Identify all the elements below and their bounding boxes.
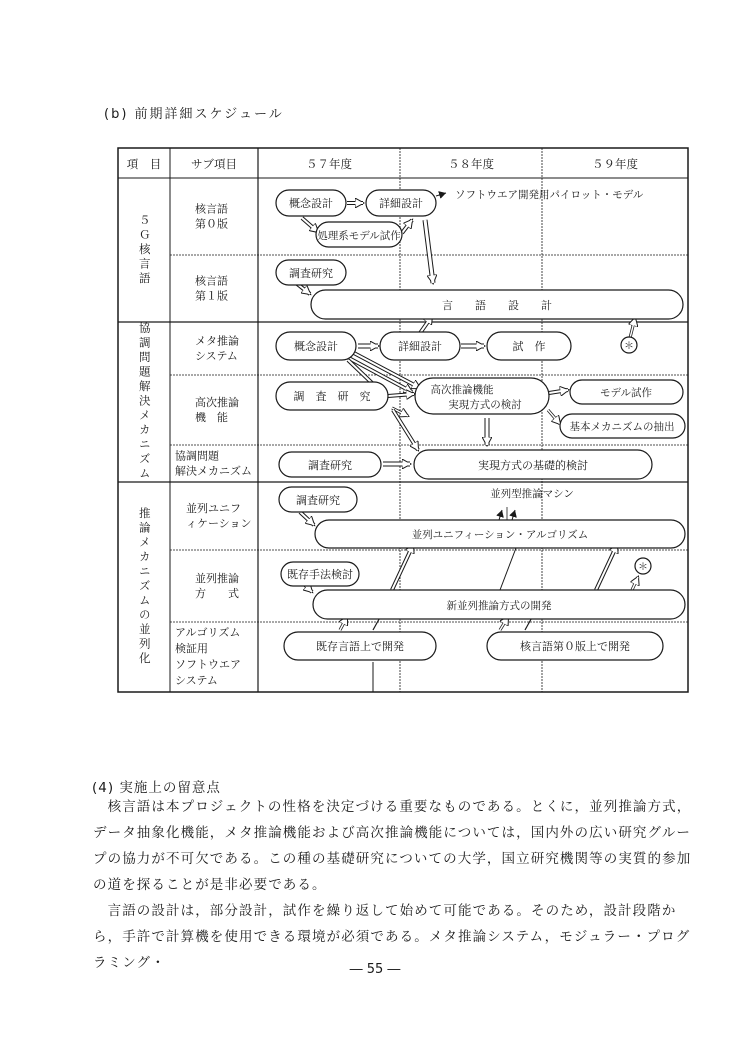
subitem-label-line: 第１版 (195, 289, 228, 303)
group-label-5g-kernel-language (119, 179, 169, 321)
svg-text:実現方式の基礎的検討: 実現方式の基礎的検討 (478, 459, 588, 472)
group-label-parallel-inference-mechanism (119, 483, 169, 691)
task-par-existing-methods (281, 562, 359, 586)
task-alg-kernel-v0 (487, 632, 663, 660)
task-uni-survey (279, 487, 357, 512)
group-label-text: ５Ｇ核言語 (137, 213, 152, 287)
subitem-label-line: 検証用 (175, 642, 208, 655)
section-title: (b) 前期詳細スケジュール (104, 107, 284, 122)
group-label-cooperative-problem-solving (119, 323, 169, 481)
star-marker-meta (621, 337, 637, 353)
svg-text:高次推論機能: 高次推論機能 (430, 384, 494, 396)
pilot-model-label: ソフトウエア開発用パイロット・モデル (455, 189, 644, 201)
subitem-label-line: システム (195, 349, 238, 363)
section-heading: (4) 実施上の留意点 (92, 780, 221, 796)
group-label-text: 協調問題解決メカニズム (137, 322, 152, 482)
svg-text:調査研究: 調査研究 (308, 459, 352, 472)
subitem-label (175, 626, 241, 687)
subitem-label-line: 第０版 (195, 217, 228, 231)
task-coop-survey (279, 452, 381, 477)
subitem-label (186, 501, 252, 530)
task-v0-concept-design (276, 190, 346, 216)
task-uni-algorithm (315, 520, 685, 548)
subitem-label-line: 機 能 (195, 411, 228, 424)
task-hi-implementation-study (415, 378, 549, 414)
page-number: ― 55 ― (349, 962, 401, 977)
svg-text:詳細設計: 詳細設計 (398, 340, 442, 353)
subitem-label-line: 核言語 (195, 274, 228, 288)
subitem-label (195, 202, 228, 231)
subitem-label-line: 協調問題 (175, 449, 219, 463)
svg-text:モデル試作: モデル試作 (600, 387, 652, 399)
svg-text:並列ユニフィーション・アルゴリズム: 並列ユニフィーション・アルゴリズム (411, 529, 589, 541)
svg-text:言 語 設 計: 言 語 設 計 (442, 299, 552, 312)
svg-text:既存言語上で開発: 既存言語上で開発 (316, 640, 404, 653)
subitem-label (175, 449, 252, 478)
subitem-label-line: メタ推論 (195, 334, 239, 348)
task-v0-detail-design (366, 190, 436, 216)
svg-text:核言語第０版上で開発: 核言語第０版上で開発 (520, 640, 630, 653)
header-fy59: ５９年度 (592, 157, 638, 171)
task-v1-language-design (311, 290, 683, 319)
parallel-inference-machine-label: 並列型推論マシン (490, 488, 574, 500)
task-alg-existing-language (284, 632, 436, 660)
task-coop-basic-study (414, 450, 652, 479)
svg-text:詳細設計: 詳細設計 (379, 197, 423, 210)
group-label-text: 推論メカニズムの並列化 (137, 507, 152, 667)
task-v1-survey (276, 260, 346, 285)
task-hi-survey (276, 382, 388, 410)
header-item: 項 目 (126, 157, 162, 171)
subitem-label-line: ィケーション (186, 517, 252, 530)
subitem-label (195, 395, 239, 424)
task-hi-model-prototype (570, 380, 683, 404)
subitem-label-line: 並列推論 (195, 572, 239, 585)
svg-text:＊: ＊ (624, 341, 634, 352)
header-subitem: サブ項目 (191, 157, 237, 171)
header-fy58: ５８年度 (448, 157, 494, 171)
subitem-label-line: 核言語 (195, 202, 228, 216)
subitem-label-line: ソフトウエア (175, 658, 241, 671)
task-v0-processor-model (316, 222, 402, 247)
svg-text:新並列推論方式の開発: 新並列推論方式の開発 (446, 600, 552, 612)
paragraph-1: 核言語は本プロジェクトの性格を決定づける重要なものである。とくに，並列推論方式，データ抽象化機能，メタ推論機能および高次推論機能については，国内外の広い研究グループの協力が不可欠である。この種の基礎研究についての大学，国立研究機関等の実質的参加の道を探ることが是非必要である。 (93, 799, 692, 893)
svg-text:処理系モデル試作: 処理系モデル試作 (317, 230, 401, 242)
subitem-label-line: 方 式 (195, 587, 239, 600)
task-meta-prototype (487, 332, 571, 360)
subitem-label-line: アルゴリズム (175, 626, 241, 639)
svg-text:＊: ＊ (638, 562, 648, 573)
task-hi-extract-mechanism (560, 414, 685, 438)
svg-text:概念設計: 概念設計 (289, 197, 333, 210)
subitem-label (195, 571, 239, 600)
subitem-label (195, 334, 239, 363)
task-meta-concept-design (276, 332, 356, 360)
svg-text:基本メカニズムの抽出: 基本メカニズムの抽出 (569, 421, 675, 433)
svg-text:試 作: 試 作 (512, 340, 546, 353)
svg-text:概念設計: 概念設計 (294, 340, 338, 353)
paragraph-2: 言語の設計は，部分設計，試作を繰り返して始めて可能である。そのため，設計段階から，手許で計算機を使用できる環境が必須である。メタ推論システム，モジュラー・プログラミング・ (93, 903, 691, 971)
svg-text:調査研究: 調査研究 (289, 267, 333, 280)
subitem-label (195, 274, 228, 303)
svg-text:調査研究: 調査研究 (296, 494, 340, 507)
subitem-label-line: システム (175, 674, 218, 687)
svg-text:既存手法検討: 既存手法検討 (287, 568, 353, 581)
task-par-new-method (313, 590, 685, 619)
svg-text:実現方式の検討: 実現方式の検討 (448, 399, 522, 411)
star-marker-par (635, 558, 651, 574)
subitem-label-line: 解決メカニズム (175, 464, 252, 478)
task-meta-detail-design (380, 332, 460, 360)
svg-text:調 査 研 究: 調 査 研 究 (293, 390, 371, 403)
subitem-label-line: 並列ユニフ (186, 502, 241, 515)
header-fy57: ５７年度 (306, 157, 352, 171)
subitem-label-line: 高次推論 (195, 396, 239, 409)
